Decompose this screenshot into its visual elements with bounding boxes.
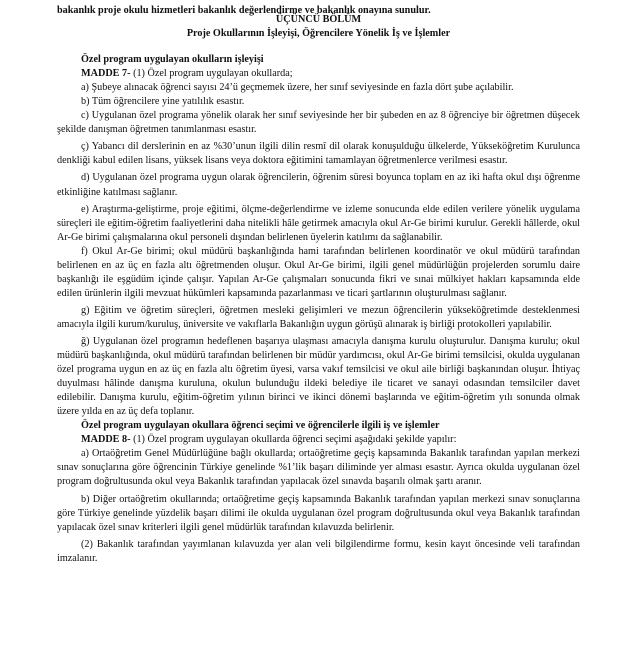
article-8-intro	[57, 433, 580, 447]
article-7-item-b: b) Tüm öğrencilere yine yatılılık esastır.	[81, 96, 245, 108]
document-page	[0, 5, 637, 646]
article-7-intro	[57, 67, 580, 81]
article-7-item-cc: ç) Yabancı dil derslerinin en az %30’unun ilgili dilin resmî dil olarak konuşulduğu ülkelerde, Yükseköğretim Kurulunca denkliği kabul edilen lisans, yüksek lisans veya doktora eğitimini tamamlayan öğretmenlerce verilmesi esastır.	[57, 141, 580, 167]
section-title: ÜÇÜNCÜ BÖLÜM	[275, 14, 362, 25]
article-8-label: MADDE 8-	[81, 434, 131, 446]
article-8-item-b: b) Diğer ortaöğretim okullarında; ortaöğretime geçiş kapsamında Bakanlık tarafından yapılan merkezi sınav sonuçlarına göre Türkiye genelinde yüzdelik başarı dilimi ile okulda uygulanan özel program doğrultusunda okul veya Bakanlık tarafından yapılacak özel sınav kriterleri ilgili genel müdürlük tarafından kılavuzda belirlenir.	[57, 493, 580, 533]
article-8-intro-text: (1) Özel program uygulayan okullarda öğrenci seçimi aşağıdaki şekilde yapılır:	[130, 434, 457, 446]
article-7-item-e: e) Araştırma-geliştirme, proje eğitimi, ölçme-değerlendirme ve izleme sonucunda elde edilen verilere yönelik uygulama süreçleri ile eğitim-öğretim faaliyetlerini daha nitelikli hâle getirmek amacıyla okul Ar-Ge birimi kurulur. Gerekli hâllerde, okul Ar-Ge birimi çalışmalarına okul personeli dışından belirlenen üyelerin katılımı da sağlanabilir.	[57, 203, 580, 243]
article-7-intro-text: (1) Özel program uygulayan okullarda;	[130, 68, 293, 80]
section-subtitle: Proje Okullarının İşleyişi, Öğrencilere Yönelik İş ve İşlemler	[186, 28, 451, 40]
cut-off-previous-line: bakanlık proje okulu hizmetleri bakanlık değerlendirme ve bakanlık onayına sunulur.	[57, 5, 431, 16]
article-7-item-f: f) Okul Ar-Ge birimi; okul müdürü başkanlığında hami tarafından belirlenen koordinatör ve okul müdürü tarafından belirlenen en az üç en fazla altı öğretmenden oluşur. Okul Ar-Ge birimi, ilgili genel müdürlüğün projelerden sorumlu daire başkanlığı ile eşgüdüm içinde çalışır. Yapılan Ar-Ge çalışmaları sonucunda fikri ve sınai mülkiyet hakları kapsamında elde edilen ürünlerin ilgili mevzuat hükümleri kapsamında pazarlanması ve ticari şartlarının oluşturulması sağlanır.	[57, 245, 580, 299]
article-7-item-gg: ğ) Uygulanan özel programın hedeflenen başarıya ulaşması amacıyla danışma kurulu oluşturulur. Danışma kurulu; okul müdürü başkanlığında, okul müdürü tarafından belirlenen bir müdür yardımcısı, okul Ar-Ge birimi temsilcisi, okulda uygulanan özel programa uygun en az üç en fazla altı öğretim üyesi, varsa vakıf temsilcisi ve okul aile birliği başkanından oluşur. İhtiyaç duyulması hâlinde danışma kuruluna, okulun bulunduğu ildeki belediye ile ticaret ve sanayi odasından temsilciler davet edilebilir. Danışma kurulu, eğitim-öğretim yılının birinci ve ikinci dönemi başlarında ve eğitim-öğretim yılı sonunda olmak üzere yılda en az üç defa toplanır.	[57, 335, 580, 418]
article-7-heading: Özel program uygulayan okulların işleyişi	[81, 54, 264, 66]
article-7-item-a: a) Şubeye alınacak öğrenci sayısı 24’ü geçmemek üzere, her sınıf seviyesinde en fazla dört şube açılabilir.	[81, 82, 514, 94]
article-7-item-c: c) Uygulanan özel programa yönelik olarak her sınıf seviyesinde her bir şubeden en az 8 öğrenciye bir öğretmen düşecek şekilde danışman öğretmen tanımlanması esastır.	[57, 110, 580, 136]
article-7-label: MADDE 7-	[81, 68, 131, 80]
article-8-item-a: a) Ortaöğretim Genel Müdürlüğüne bağlı okullarda; ortaöğretime geçiş kapsamında Bakanlık tarafından yapılan merkezi sınav sonuçlarına göre öğrencinin Türkiye genelinde %1’lik başarı diliminde yer alması esastır. Ayrıca okulda uygulanan özel program doğrultusunda okul veya Bakanlık tarafından yapılacak özel sınavda başarılı olmak şartı aranır.	[57, 448, 580, 488]
article-8-item-2: (2) Bakanlık tarafından yayımlanan kılavuzda yer alan veli bilgilendirme formu, kesin kayıt öncesinde veli tarafından imzalanır.	[57, 538, 580, 564]
article-7-item-d: d) Uygulanan özel programa uygun olarak öğrencilerin, öğrenim süresi boyunca toplam en az iki hafta okul dışı öğrenme etkinliğine katılması sağlanır.	[57, 172, 580, 198]
article-7-item-g: g) Eğitim ve öğretim süreçleri, öğretmen mesleki gelişimleri ve mezun öğrencilerin yükseköğretimde desteklenmesi amacıyla ilgili kurum/kuruluş, üniversite ve vakıflarla Bakanlığın uygun görüşü alınarak iş birliği protokolleri yapılabilir.	[57, 304, 580, 330]
article-8-heading: Özel program uygulayan okullara öğrenci seçimi ve öğrencilerle ilgili iş ve işlemler	[81, 420, 440, 432]
